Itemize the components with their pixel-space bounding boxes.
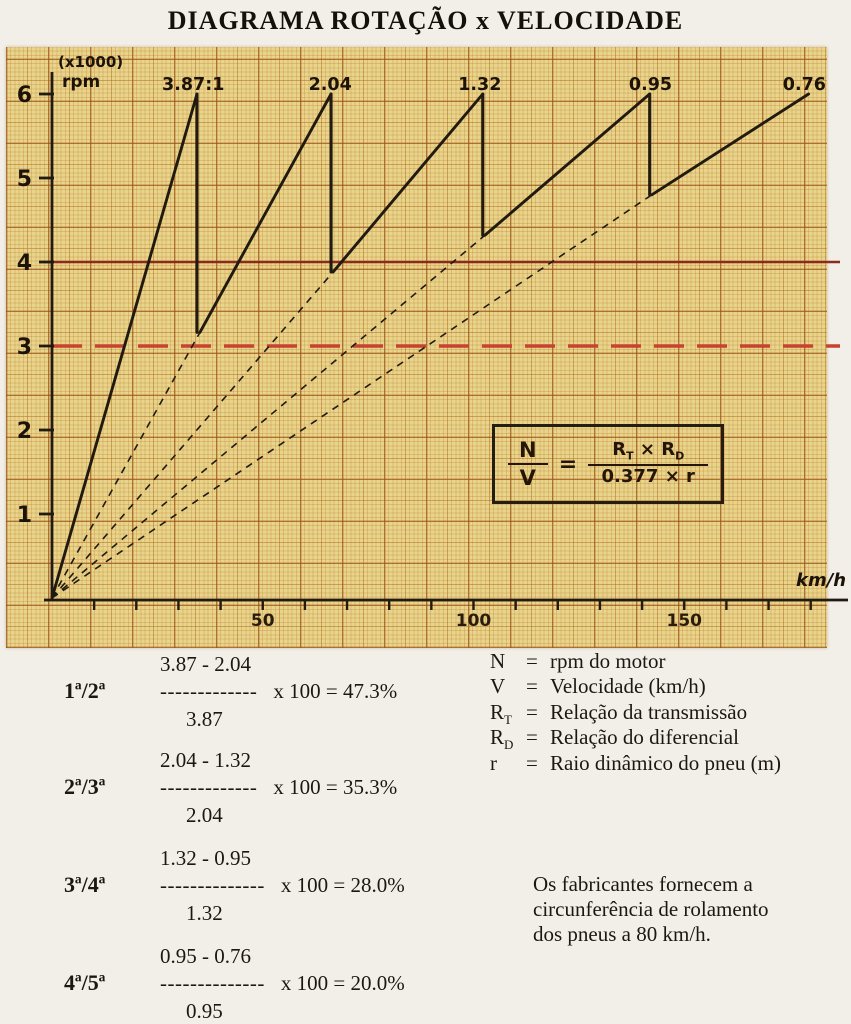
gear-3-dashed-extension <box>52 272 333 598</box>
gear-ratio-label: 2.04 <box>308 75 352 95</box>
legend <box>490 649 781 776</box>
legend-text: Relação do diferencial <box>550 725 739 750</box>
gear-2-line <box>200 94 331 332</box>
legend-equals: = <box>526 725 538 750</box>
y-tick-label: 6 <box>16 83 32 108</box>
y-tick-label: 1 <box>16 503 32 528</box>
legend-symbol: r <box>490 750 497 775</box>
gear-3-line <box>333 94 483 272</box>
calc-numerator: 3.87 - 2.04 <box>160 652 251 676</box>
y-tick-label: 2 <box>16 419 32 444</box>
calc-result: x 100 = 47.3% <box>273 679 398 703</box>
calc-denominator: 1.32 <box>186 901 223 925</box>
legend-text: Raio dinâmico do pneu (m) <box>550 750 781 775</box>
gear-4-line <box>485 94 650 235</box>
fraction-bar <box>508 463 548 465</box>
symbol-rd-sub: D <box>675 449 685 463</box>
calc-numerator: 1.32 - 0.95 <box>160 846 251 870</box>
calc-result: x 100 = 20.0% <box>280 971 405 995</box>
calc-row-4-5 <box>64 944 494 1023</box>
legend-equals: = <box>526 649 538 673</box>
calc-denominator: 3.87 <box>186 707 223 731</box>
x-tick-label: 50 <box>250 611 275 631</box>
formula-box <box>492 424 724 504</box>
calc-fraction-bar: -------------- <box>160 971 265 995</box>
legend-item <box>490 751 781 776</box>
y-tick-label: 4 <box>16 251 32 276</box>
note-line: Os fabricantes fornecem a <box>533 872 753 896</box>
calc-fraction-bar: ------------- <box>160 775 258 799</box>
y-tick-label: 5 <box>16 167 32 192</box>
calc-row-2-3 <box>64 748 494 827</box>
calc-numerator: 0.95 - 0.76 <box>160 944 251 968</box>
gear-4-dashed-extension <box>52 235 485 598</box>
symbol-rt: R <box>612 438 627 460</box>
y-axis-multiplier-label: (x1000) <box>58 53 124 71</box>
formula-equals: = <box>558 451 578 477</box>
note-text <box>533 872 769 947</box>
gear-ratio-label: 0.76 <box>782 75 826 95</box>
calc-denominator: 2.04 <box>186 803 223 827</box>
calc-gear-label: 1ª/2ª <box>64 678 106 703</box>
gear-ratio-label: 0.95 <box>628 75 673 95</box>
legend-equals: = <box>526 699 538 724</box>
calc-row-3-4 <box>64 846 494 925</box>
calc-gear-label: 4ª/5ª <box>64 970 106 995</box>
calc-gear-label: 3ª/4ª <box>64 872 106 897</box>
formula-rhs-denominator: 0.377 × r <box>601 466 695 488</box>
y-axis-unit-label: rpm <box>62 72 101 92</box>
formula-rhs-numerator <box>612 438 685 463</box>
symbol-rd: R <box>661 438 676 460</box>
gear-5-line <box>652 94 809 195</box>
legend-equals: = <box>526 750 538 775</box>
legend-item <box>490 649 781 674</box>
legend-item <box>490 700 781 725</box>
calc-result: x 100 = 35.3% <box>273 775 398 799</box>
x-tick-label: 100 <box>455 611 492 631</box>
legend-item <box>490 725 781 753</box>
gear-2-dashed-extension <box>52 332 200 598</box>
formula-denominator-v: V <box>519 466 536 490</box>
x-tick-label: 150 <box>666 611 702 631</box>
calc-row-1-2 <box>64 652 494 731</box>
formula-rhs-fraction <box>588 438 708 488</box>
legend-text: Relação da transmissão <box>550 699 748 724</box>
legend-symbol: V <box>490 674 506 699</box>
legend-text: rpm do motor <box>550 649 666 673</box>
calc-denominator: 0.95 <box>186 999 223 1023</box>
gear-ratio-label: 1.32 <box>458 75 502 95</box>
calc-fraction-bar: -------------- <box>160 873 265 897</box>
page-title: DIAGRAMA ROTAÇÃO x VELOCIDADE <box>167 6 684 35</box>
gear-ratio-label: 3.87:1 <box>162 75 225 95</box>
legend-item <box>490 674 781 699</box>
note-line: dos pneus a 80 km/h. <box>533 922 711 946</box>
gear-5-dashed-extension <box>52 195 652 598</box>
legend-symbol: $R_D$ <box>490 725 514 753</box>
times-sign: × <box>639 438 655 460</box>
legend-symbol: $R_T$ <box>490 699 512 727</box>
calc-result: x 100 = 28.0% <box>280 873 405 897</box>
symbol-rt-sub: T <box>626 449 634 463</box>
legend-symbol: N <box>490 649 506 673</box>
y-tick-label: 3 <box>16 335 32 360</box>
x-axis-unit-label: km/h <box>796 570 847 591</box>
formula-numerator-n: N <box>518 437 537 462</box>
legend-text: Velocidade (km/h) <box>550 674 706 699</box>
legend-equals: = <box>526 674 538 699</box>
calc-gear-label: 2ª/3ª <box>64 774 106 799</box>
note-line: circunferência de rolamento <box>533 897 769 921</box>
formula-lhs-fraction <box>508 439 548 489</box>
calc-numerator: 2.04 - 1.32 <box>160 748 251 772</box>
calc-fraction-bar: ------------- <box>160 679 258 703</box>
